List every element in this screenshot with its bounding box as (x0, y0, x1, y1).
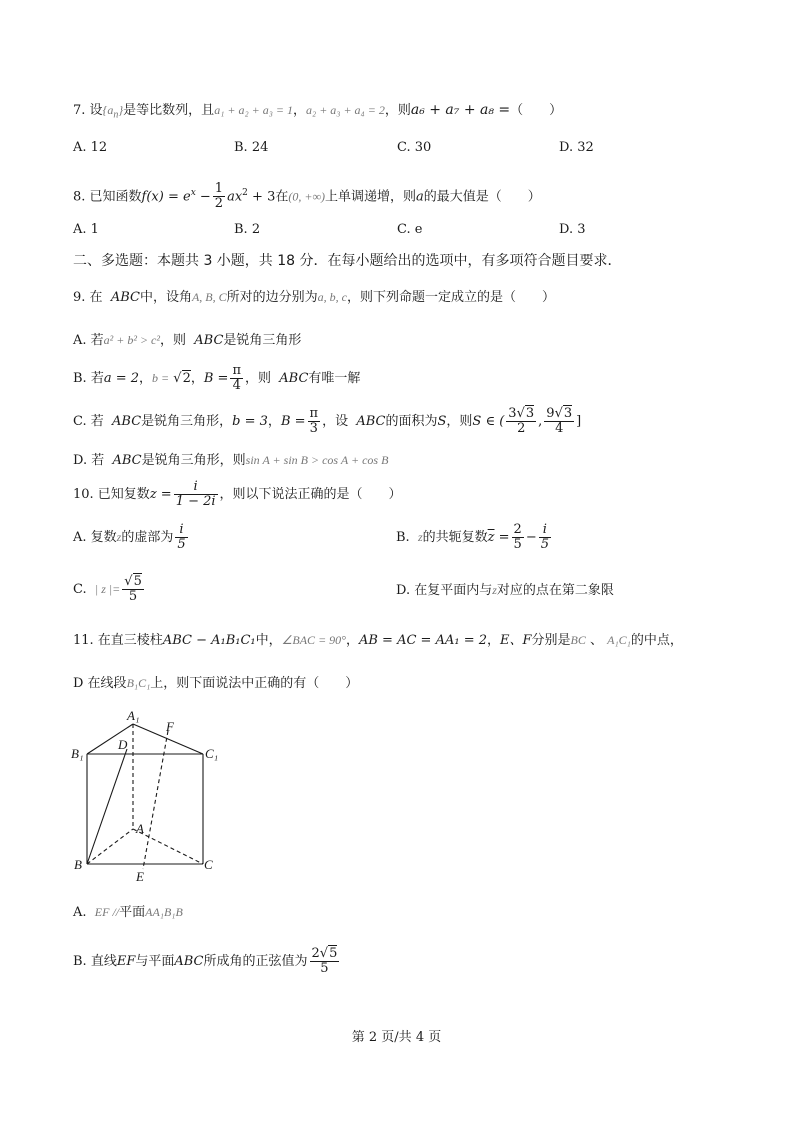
q11a-ef: EF // (94, 905, 120, 919)
q10d-label: D. 在复平面内与 (396, 583, 493, 598)
q10b-zbar: $\overline{z}$ (487, 530, 495, 545)
question-8-stem (73, 178, 541, 212)
q8-option-b: B. 2 (234, 222, 261, 237)
q9a-label: A. 若 (73, 333, 104, 348)
q9c-b: b = 3 (232, 414, 268, 429)
q8-sup-x: x (190, 188, 196, 198)
q10b-d1: 5 (513, 537, 522, 552)
segment-e-f (143, 731, 168, 869)
q10b-d2: 5 (540, 537, 549, 552)
q9c-f1-root: 3 (525, 406, 535, 421)
page-footer: 第 2 页/共 4 页 (351, 1030, 442, 1045)
q9c-three: 3 (309, 421, 318, 436)
q9d-label: D. 若 (73, 453, 105, 468)
prism-figure (70, 705, 230, 885)
q10a-z: z (116, 530, 122, 544)
q8-plus3: + 3 (247, 189, 276, 205)
q9c-s: S (437, 414, 447, 429)
q11b-label: B. 直线 (73, 954, 117, 969)
q9c-f1-coef: 3 (508, 406, 517, 421)
q11-dun: 、 (585, 633, 608, 648)
q9a-end: 是锐角三角形 (223, 333, 302, 348)
q9c-s-in: S ∈ ( (472, 414, 505, 429)
q10-fraction (174, 480, 218, 509)
q11-text-b: 中， (255, 633, 282, 648)
q10c-fraction: $\frac{√5}{5}$ (124, 574, 142, 604)
q8-option-a: A. 1 (73, 222, 99, 237)
section-2-heading: 二、多选题：本题共 3 小题，共 18 分．在每小题给出的选项中，有多项符合题目要求． (73, 253, 622, 269)
q8-fx: f(x) = e (141, 189, 191, 205)
q9c-f1-den: 2 (517, 421, 526, 436)
label-c: C (204, 857, 213, 872)
q10a-t: 的虚部为 (121, 530, 174, 545)
q7-text-c: ，则 (384, 103, 411, 118)
edge-b-a (87, 829, 133, 864)
q9b-label: B. 若 (73, 371, 104, 386)
q9-option-a (73, 330, 301, 351)
q7-option-d: D. 32 (559, 140, 594, 155)
q11-line2-a: D 在线段 (73, 676, 127, 691)
prism-edges (87, 724, 203, 864)
q9c-f2-den: 4 (555, 421, 564, 436)
q11a-plane: AA₁B₁B (145, 905, 183, 919)
q9d-inequality: sin A + sin B > cos A + cos B (245, 453, 389, 467)
q10c-den: 5 (128, 589, 138, 604)
q7-text-b: 是等比数列，且 (123, 103, 215, 118)
q10-den: 1 − 2i (175, 494, 216, 509)
q9c-comma: ， (267, 414, 281, 429)
q9c-fraction-2: $\frac{9√3}{4}$ (546, 406, 573, 436)
q9b-comma: ， (139, 371, 153, 386)
q9a-tri: ABC (194, 333, 224, 348)
q10-text: 10. 已知复数 (73, 487, 150, 502)
q11-option-b (73, 944, 341, 980)
q9c-t1: 是锐角三角形， (141, 414, 233, 429)
label-c1: C₁ (205, 746, 219, 761)
q9-sides: a, b, c (317, 290, 347, 304)
q10-option-a (73, 520, 190, 555)
label-b: B (74, 857, 82, 872)
q10a-label: A. 复数 (73, 530, 117, 545)
question-9-stem (73, 287, 555, 308)
q7-seq: {a (102, 103, 114, 117)
q11b-t1: 与平面 (135, 954, 175, 969)
q10b-eq: = (494, 530, 510, 545)
question-11-stem-line-2 (73, 673, 358, 694)
q7-option-b: B. 24 (234, 140, 269, 155)
q8-text-b: 在 (275, 189, 289, 205)
q9b-sqrt2: 2 (182, 371, 191, 386)
q9-angles: A, B, C (191, 290, 227, 304)
q11-prism: ABC − A₁B₁C₁ (162, 633, 256, 648)
q10a-den: 5 (177, 537, 186, 552)
q10b-z: z (417, 530, 423, 544)
q10b-fraction-1 (512, 523, 524, 552)
q9-option-d (73, 450, 388, 471)
q7-text: 7. 设 (73, 103, 103, 118)
q10b-t: 的共轭复数 (422, 530, 488, 545)
q7-condition-2: a₂ + a₃ + a₄ = 2 (306, 103, 385, 117)
q9c-fraction (308, 407, 321, 436)
q9c-f2-coef: 9 (546, 406, 555, 421)
q11-text-d: 的中点， (630, 633, 683, 648)
prism-hidden-edges (87, 724, 203, 869)
q10-option-c (73, 572, 146, 607)
q10b-n2: i (539, 523, 551, 538)
label-e: E (136, 869, 144, 884)
q8-text-c: 上单调递增，则 (325, 189, 417, 205)
q7-seq-end: } (118, 103, 124, 117)
q9-text-b: 中，设角 (139, 290, 192, 305)
q10b-minus: − (525, 530, 537, 545)
q10c-abs: | z |= (94, 582, 121, 596)
q10b-fraction-2 (539, 523, 551, 552)
q10c-label: C. (73, 582, 87, 597)
q8-half-den: 2 (214, 196, 224, 212)
q8-var-a: a (416, 189, 424, 205)
q9-triangle: ABC (110, 290, 140, 305)
q11-b1c1: B₁C₁ (126, 676, 151, 690)
q8-half-fraction (213, 182, 225, 211)
q11-a1c1: A₁C₁ (607, 633, 631, 647)
q9c-tri: ABC (112, 414, 142, 429)
q11b-t2: 所成角的正弦值为 (203, 954, 308, 969)
q9c-fraction-1: $\frac{3√3}{2}$ (508, 406, 535, 436)
q8-option-c: C. e (397, 222, 423, 237)
q9b-angle-b: B = (203, 371, 229, 386)
question-11-stem (73, 630, 683, 651)
segment-b-d (87, 749, 127, 864)
q10-option-b (396, 520, 553, 555)
q9-option-b: B. 若a = 2，b = √2，B = $\frac{\pi}{4}$ ，则 ABC有唯一解 (73, 363, 361, 393)
q9b-comma-2: ， (190, 371, 204, 386)
q7-seq-sub: n (113, 109, 119, 121)
q9c-f2-root: 3 (563, 406, 573, 421)
q9b-pi: π (232, 363, 241, 378)
q9-text-d: ，则下列命题一定成立的是（ ） (346, 290, 555, 305)
q10a-num: i (175, 523, 187, 538)
q10d-z: z (492, 583, 497, 597)
q9c-t2: ，设 (322, 414, 349, 429)
q8-option-d: D. 3 (559, 222, 586, 237)
q9d-t1: 是锐角三角形，则 (141, 453, 246, 468)
q7-target: a₆ + a₇ + a₈ = (410, 102, 511, 118)
q11b-root: 5 (329, 946, 338, 961)
q10-text-b: ，则以下说法正确的是（ ） (219, 487, 402, 502)
q11-ef: E、F (500, 633, 532, 648)
q10a-fraction (175, 523, 187, 552)
q9c-tri-2: ABC (356, 414, 386, 429)
q9c-angle-b: B = (280, 414, 306, 429)
q11-text-c: 分别是 (531, 633, 571, 648)
q10c-root: 5 (133, 574, 142, 589)
q11-option-a (73, 902, 183, 923)
label-a: A (136, 821, 144, 836)
q11-text: 11. 在直三棱柱 (73, 633, 163, 648)
q9b-end: 有唯一解 (308, 371, 361, 386)
q9-option-c (73, 406, 581, 438)
q11-edges: AB = AC = AA₁ = 2 (358, 633, 487, 648)
q8-text-d: 的最大值是（ ） (423, 189, 541, 205)
q11b-ef: EF (116, 954, 136, 969)
q8-minus: − (195, 189, 211, 205)
question-10-stem (73, 478, 402, 512)
label-d: D (118, 737, 128, 752)
q11b-den: 5 (320, 961, 329, 976)
q11-sep2: ， (487, 633, 501, 648)
q9b-a: a = 2 (103, 371, 140, 386)
q9c-label: C. 若 (73, 414, 104, 429)
q11a-t: 平面 (119, 905, 146, 920)
q11-bc: BC (570, 633, 586, 647)
q10b-label: B. (396, 530, 410, 545)
q9c-t3: 的面积为 (385, 414, 438, 429)
q10-option-d (396, 580, 614, 601)
q9c-comma-2: , (538, 414, 543, 429)
q10-num: i (174, 480, 218, 495)
q8-sup-2: 2 (242, 188, 248, 198)
q11b-abc: ABC (174, 954, 204, 969)
q9a-mid: ，则 (159, 333, 186, 348)
q9a-cond: a² + b² > c² (103, 333, 160, 347)
label-a1: A₁ (127, 708, 140, 723)
q10b-n1: 2 (513, 522, 522, 537)
q9b-b: b = (152, 371, 170, 385)
q9b-fraction (230, 364, 243, 393)
q9-text-c: 所对的边分别为 (226, 290, 318, 305)
q8-interval: (0, +∞) (288, 189, 326, 204)
q11b-coef: 2 (311, 946, 320, 961)
q9d-tri: ABC (112, 453, 142, 468)
q11-sep1: ， (345, 633, 359, 648)
label-f: F (166, 719, 174, 734)
q9b-four: 4 (232, 378, 241, 393)
q9b-mid: ，则 (244, 371, 271, 386)
q7-paren: （ ） (510, 103, 563, 118)
q9-text: 9. 在 (73, 290, 103, 305)
q7-option-a: A. 12 (73, 140, 108, 155)
q8-text: 8. 已知函数 (73, 189, 142, 205)
q7-sep: ， (293, 103, 307, 118)
q10-z-eq: z = (149, 487, 172, 502)
q9c-pi: π (309, 406, 319, 421)
q9b-tri: ABC (279, 371, 309, 386)
label-b1: B₁ (71, 746, 84, 761)
question-7-stem (73, 100, 562, 125)
q11-line2-b: 上，则下面说法中正确的有（ ） (150, 676, 359, 691)
q11a-label: A. (73, 905, 87, 920)
q7-condition-1: a₁ + a₂ + a₃ = 1 (214, 103, 293, 117)
q9c-close: ] (576, 414, 582, 429)
q8-half-num: 1 (214, 181, 224, 197)
q11-angle: ∠BAC = 90° (281, 633, 346, 647)
q10d-t: 对应的点在第二象限 (496, 583, 614, 598)
q11b-fraction: $\frac{2√5}{5}$ (311, 946, 338, 976)
q7-option-c: C. 30 (397, 140, 432, 155)
q9c-t4: ，则 (446, 414, 473, 429)
q8-ax: ax (227, 189, 243, 205)
